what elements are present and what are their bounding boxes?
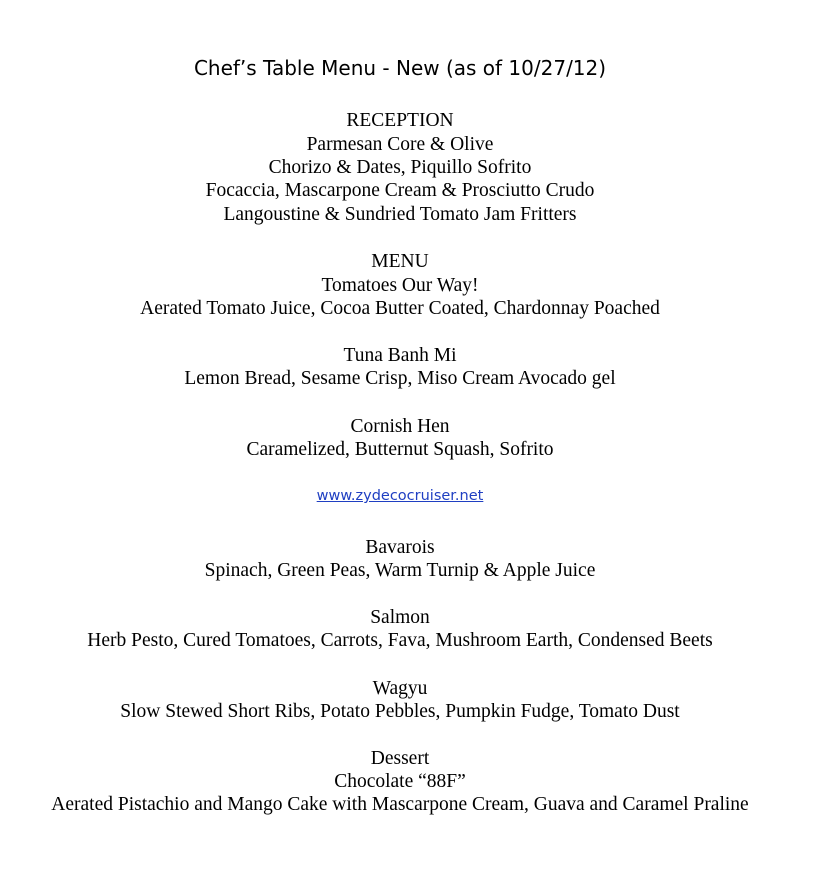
course-name: Wagyu bbox=[372, 678, 428, 699]
course-name: Bavarois bbox=[365, 537, 435, 558]
course-name: Tuna Banh Mi bbox=[343, 345, 457, 366]
course-name: Tomatoes Our Way! bbox=[321, 275, 479, 296]
course-description: Caramelized, Butternut Squash, Sofrito bbox=[246, 439, 554, 460]
course-description: Slow Stewed Short Ribs, Potato Pebbles, Pumpkin Fudge, Tomato Dust bbox=[120, 701, 680, 722]
reception-heading: RECEPTION bbox=[346, 110, 454, 131]
watermark-link-container bbox=[0, 488, 800, 504]
course-description: Spinach, Green Peas, Warm Turnip & Apple Juice bbox=[204, 560, 596, 581]
course-description: Lemon Bread, Sesame Crisp, Miso Cream Avocado gel bbox=[184, 368, 616, 389]
page-title: Chef’s Table Menu - New (as of 10/27/12) bbox=[193, 56, 607, 80]
dessert-subtitle: Chocolate “88F” bbox=[334, 771, 466, 792]
course-description: Aerated Tomato Juice, Cocoa Butter Coated, Chardonnay Poached bbox=[140, 298, 660, 319]
reception-item: Chorizo & Dates, Piquillo Sofrito bbox=[268, 157, 532, 178]
reception-item: Langoustine & Sundried Tomato Jam Fritters bbox=[223, 204, 577, 225]
reception-item: Focaccia, Mascarpone Cream & Prosciutto Crudo bbox=[205, 180, 595, 201]
reception-item: Parmesan Core & Olive bbox=[306, 134, 494, 155]
course-name: Cornish Hen bbox=[350, 416, 450, 437]
dessert-description: Aerated Pistachio and Mango Cake with Mascarpone Cream, Guava and Caramel Praline bbox=[51, 794, 749, 815]
dessert-heading: Dessert bbox=[370, 748, 430, 769]
course-name: Salmon bbox=[370, 607, 430, 628]
menu-heading: MENU bbox=[371, 251, 429, 272]
course-description: Herb Pesto, Cured Tomatoes, Carrots, Fava, Mushroom Earth, Condensed Beets bbox=[87, 630, 713, 651]
watermark-link[interactable]: www.zydecocruiser.net bbox=[316, 488, 484, 504]
